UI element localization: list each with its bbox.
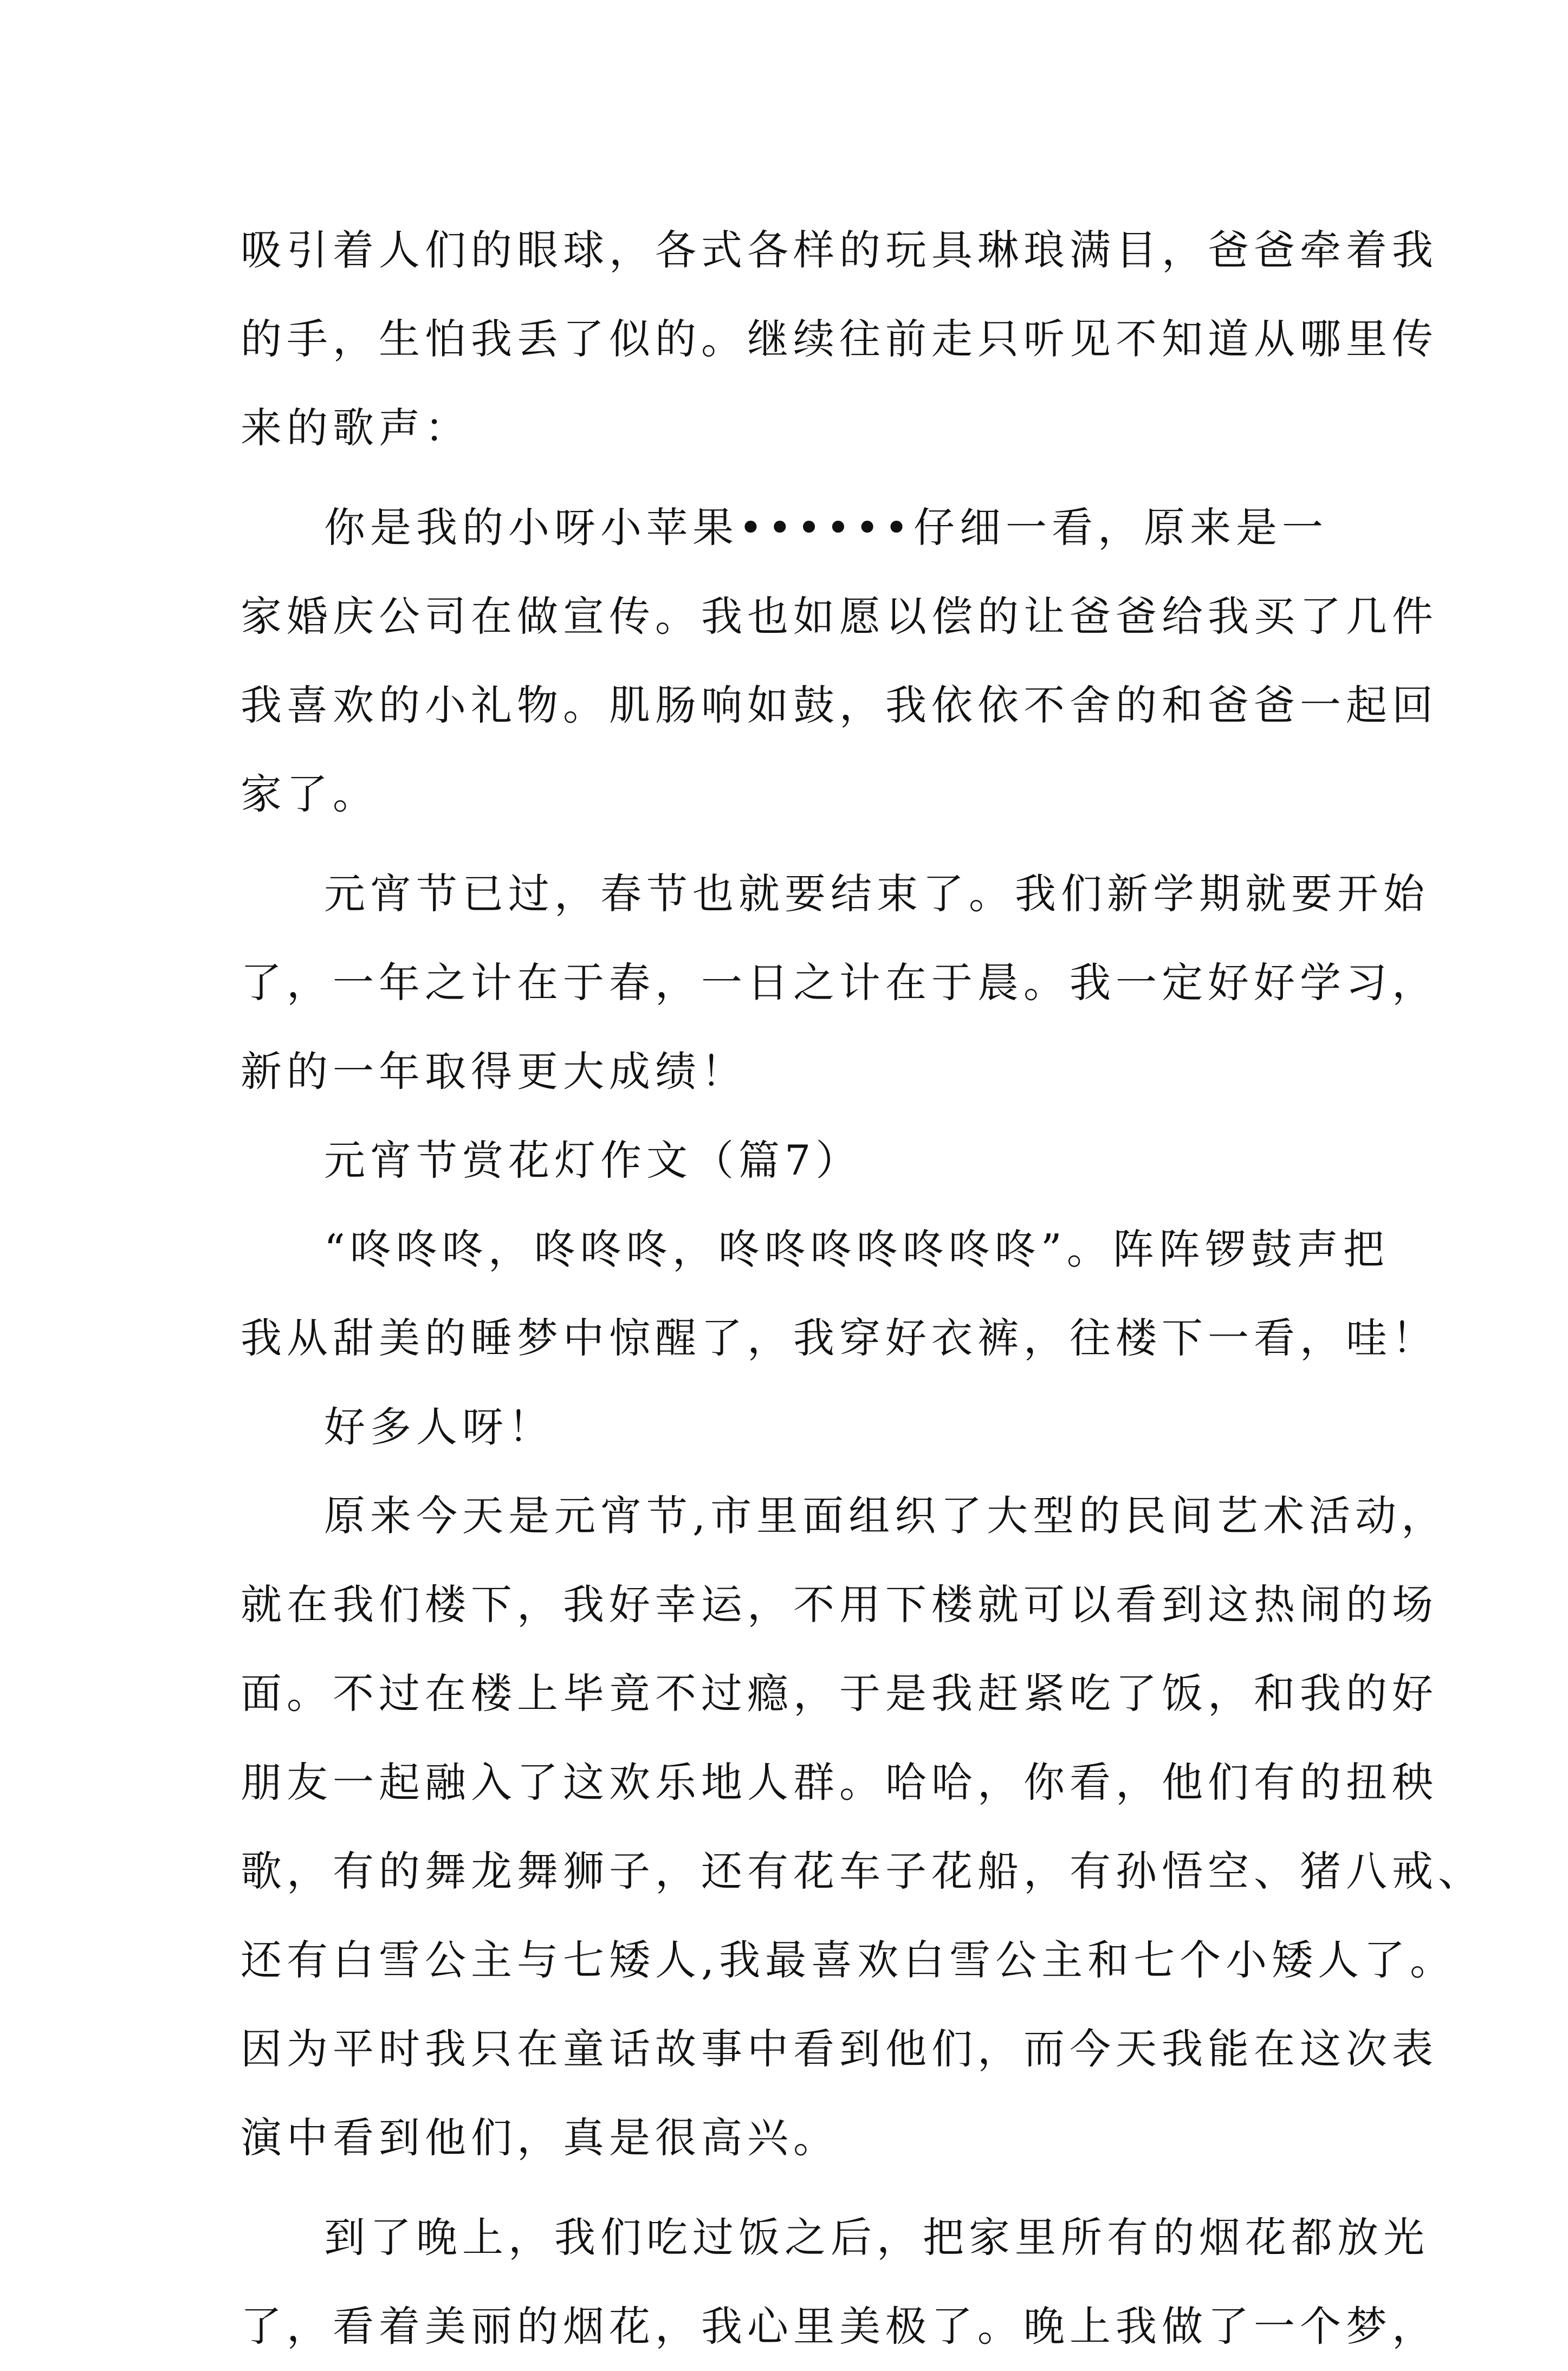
text-line: 我从甜美的睡梦中惊醒了，我穿好衣裤，往楼下一看，哇！ <box>241 1314 1438 1362</box>
text-line: 来的歌声： <box>241 404 471 452</box>
essay-text <box>241 206 1484 2371</box>
text-line: 了，一年之计在于春，一日之计在于晨。我一定好好学习， <box>241 958 1438 1007</box>
section-heading: 元宵节赏花灯作文（篇7） <box>324 1136 862 1184</box>
text-line: 就在我们楼下，我好幸运，不用下楼就可以看到这热闹的场 <box>241 1580 1438 1629</box>
text-line: 到了晚上，我们吃过饭之后，把家里所有的烟花都放光 <box>324 2213 1429 2262</box>
text-line: 面。不过在楼上毕竟不过瘾，于是我赶紧吃了饭，和我的好 <box>241 1669 1438 1718</box>
text-line: 演中看到他们，真是很高兴。 <box>241 2114 839 2162</box>
text-line: 吸引着人们的眼球，各式各样的玩具琳琅满目，爸爸牵着我 <box>241 226 1438 274</box>
text-line: 歌，有的舞龙舞狮子，还有花车子花船，有孙悟空、猪八戒、 <box>241 1847 1484 1895</box>
text-line: “咚咚咚，咚咚咚，咚咚咚咚咚咚咚”。阵阵锣鼓声把 <box>324 1225 1389 1273</box>
text-line: 因为平时我只在童话故事中看到他们，而今天我能在这次表 <box>241 2025 1438 2073</box>
text-line: 新的一年取得更大成绩！ <box>241 1047 747 1096</box>
text-line: 家婚庆公司在做宣传。我也如愿以偿的让爸爸给我买了几件 <box>241 592 1438 640</box>
text-line: 家了。 <box>241 770 379 818</box>
text-line: 我喜欢的小礼物。肌肠响如鼓，我依依不舍的和爸爸一起回 <box>241 681 1438 729</box>
text-line: 了，看着美丽的烟花，我心里美极了。晚上我做了一个梦， <box>241 2302 1438 2350</box>
text-line: 原来今天是元宵节,市里面组织了大型的民间艺术活动， <box>324 1492 1448 1540</box>
text-line: 好多人呀！ <box>324 1403 554 1451</box>
text-line: 的手，生怕我丢了似的。继续往前走只听见不知道从哪里传 <box>241 315 1438 363</box>
text-line: 还有白雪公主与七矮人,我最喜欢白雪公主和七个小矮人了。 <box>241 1936 1456 1984</box>
text-line: 元宵节已过，春节也就要结束了。我们新学期就要开始 <box>324 870 1429 918</box>
text-line: 你是我的小呀小苹果••••••仔细一看，原来是一 <box>324 503 1328 552</box>
text-line: 朋友一起融入了这欢乐地人群。哈哈，你看，他们有的扭秧 <box>241 1758 1438 1806</box>
